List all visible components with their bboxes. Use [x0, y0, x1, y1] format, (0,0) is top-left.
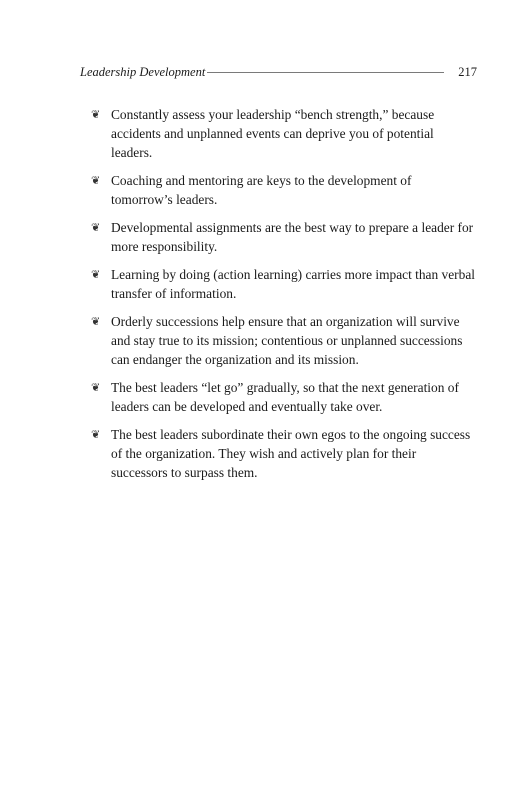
header-rule	[207, 72, 444, 73]
bullet-item	[91, 218, 476, 256]
bullet-text: The best leaders “let go” gradually, so that the next generation of leaders can be developed and eventually take over.	[111, 380, 459, 414]
page-number: 217	[458, 64, 477, 79]
fleuron-bullet-icon: ❦	[91, 222, 101, 234]
bullet-item	[91, 105, 476, 162]
fleuron-bullet-icon: ❦	[91, 382, 101, 394]
bullet-item	[91, 171, 476, 209]
fleuron-bullet-icon: ❦	[91, 316, 101, 328]
bullet-text: Orderly successions help ensure that an organization will survive and stay true to its mission; contentious or unplanned successions can endanger the organization and its mission.	[111, 314, 463, 367]
fleuron-bullet-icon: ❦	[91, 175, 101, 187]
running-head	[80, 63, 477, 81]
bullet-text: Constantly assess your leadership “bench strength,” because accidents and unplanned events can deprive you of potential leaders.	[111, 107, 435, 160]
bullet-text: Learning by doing (action learning) carries more impact than verbal transfer of information.	[111, 267, 476, 301]
fleuron-bullet-icon: ❦	[91, 429, 101, 441]
bullet-list	[91, 105, 476, 491]
bullet-item	[91, 312, 476, 369]
bullet-text: The best leaders subordinate their own egos to the ongoing success of the organization. They wish and actively plan for their successors to surpass them.	[111, 427, 471, 480]
bullet-text: Coaching and mentoring are keys to the development of tomorrow’s leaders.	[111, 173, 412, 207]
bullet-text: Developmental assignments are the best way to prepare a leader for more responsibility.	[111, 220, 474, 254]
bullet-item	[91, 425, 476, 482]
fleuron-bullet-icon: ❦	[91, 269, 101, 281]
bullet-item	[91, 265, 476, 303]
bullet-item	[91, 378, 476, 416]
fleuron-bullet-icon: ❦	[91, 109, 101, 121]
running-title: Leadership Development	[80, 64, 206, 79]
